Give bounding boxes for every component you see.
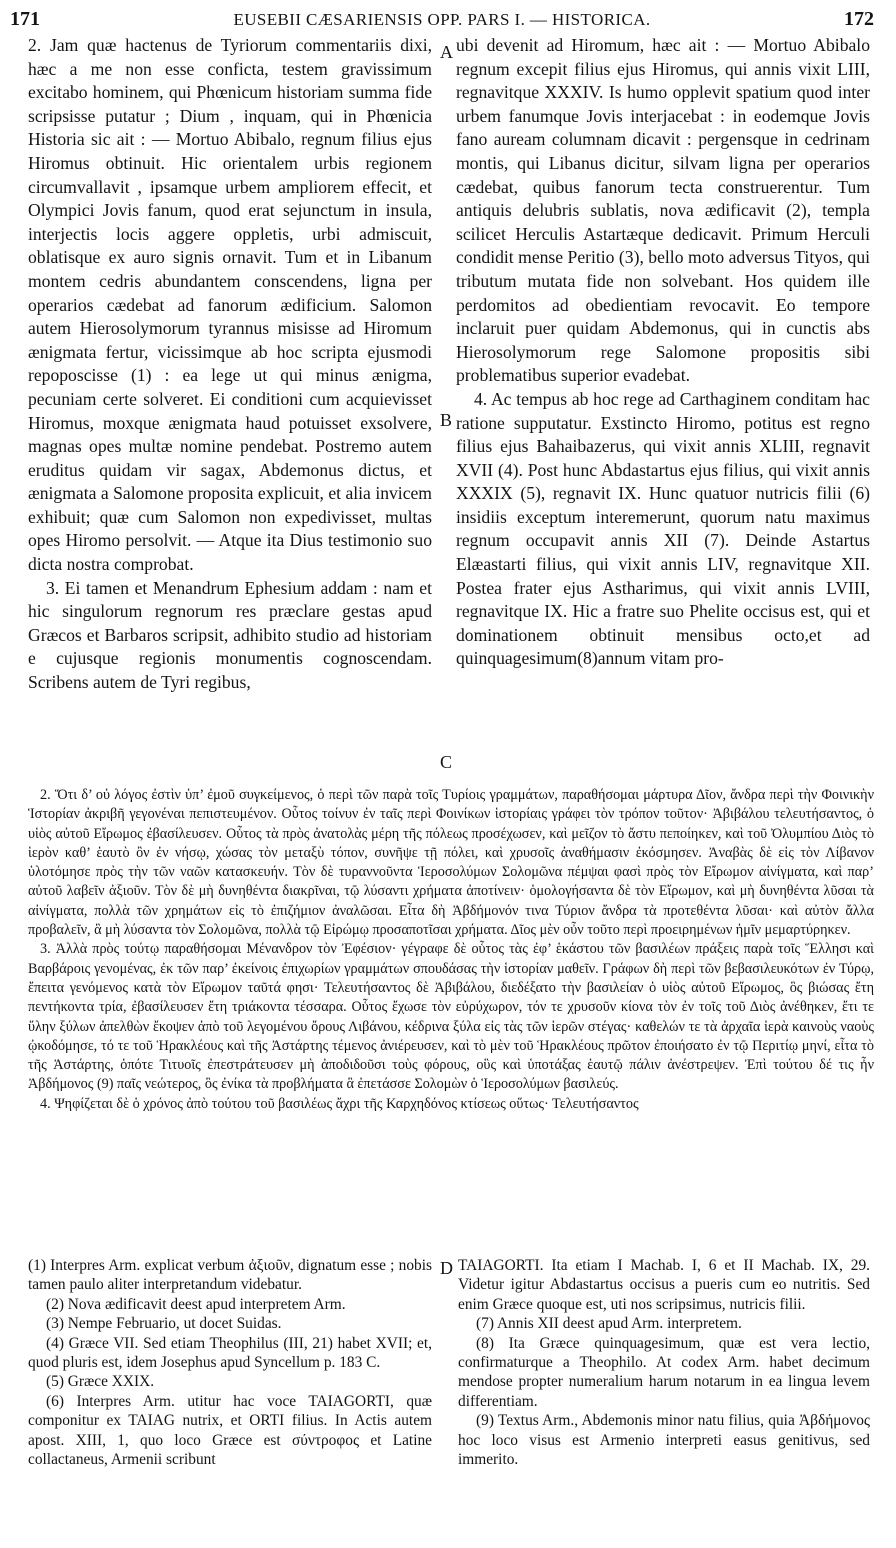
greek-paragraph-3: 3. Ἀλλὰ πρὸς τούτῳ παραθήσομαι Μένανδρον τὸν Ἐφέσιον· γέγραφε δὲ οὗτος τὰς ἐφ’ ἑκάστου τῶν βασιλέων πράξεις παρὰ τοῖς Ἕλλησι καὶ Βαρβάροις γενομένας, ἐκ τῶν παρ’ ἐκείνοις ἐπιχωρίων γραμμάτων σπουδάσας τὴν ἱστορίαν μαθεῖν. Γράφων δὴ περὶ τῶν βεβασιλευκότων ἐν Τύρῳ, ἔπειτα γενόμενος κατὰ τὸν Εἴρωμον ταῦτά φησι· Τελευτήσαντος δὲ Ἀβιβάλου, διεδέξατο τὴν βασιλείαν ὁ υἱὸς αὐτοῦ Εἴρωμος, ὃς βιώσας ἔτη πεντήκοντα τρία, ἐβασίλευσεν ἔτη τριάκοντα τέσσαρα. Οὗτος ἔχωσε τὸν εὐρύχωρον, τόν τε χρυσοῦν κίονα τὸν ἐν τοῖς τοῦ Διὸς ἀνέθηκεν, ἔτι τε ὕλην ξύλων ἀπελθὼν ἔκοψεν ἀπὸ τοῦ λεγομένου ὄρους Λιβάνου, κέδρινα ξύλα εἰς τὰς τῶν ἱερῶν στέγας· καθελών τε τὰ ἀρχαῖα ἱερὰ καινοὺς ναοὺς ᾠκοδόμησε, τό τε τοῦ Ἡρακλέους καὶ τῆς Ἀστάρτης τέμενος ἀνιέρευσεν, καὶ τὸ μὲν τοῦ Ἡρακλέους πρῶτον ἐποιήσατο ἐν τῷ Περιτίῳ μηνί, εἶτα τὸ τῆς Ἀστάρτης, ὁπότε Τιτυοῖς ἐπεστράτευσεν μὴ ἀποδιδοῦσι τοὺς φόρους, οὓς καὶ ὑποτάξας ἑαυτῷ πάλιν ἀνέστρεψεν. Ἐπὶ τούτου δέ τις ἦν Ἀβδήμονος (9) παῖς νεώτερος, ὃς ἐνίκα τὰ προβλήματα ἃ ἐπετάσσε Σολομὼν ὁ Ἱεροσολύμων βασιλεύς. <box>28 941 874 1093</box>
latin-paragraph-2: 2. Jam quæ hactenus de Tyriorum commentariis dixi, hæc a me non esse conficta, testem gravissimum excitabo hominem, qui Phœnicum historiam summa fide scripsisse putatur ; Dium , inquam, qui in Phœnicia Historia sic ait : — Mortuo Abibalo, regnum filius ejus Hiromus obtinuit. Hic orientalem urbis regionem circumvallavit , ipsamque urbem ampliorem effecit, et Olympici Jovis fanum, quod erat sejunctum in insula, interjectis locis aggere oppletis, urbi admiscuit, oblatisque ex auro signis ornavit. Tum et in Libanum montem cedris abundantem conscendens, ligna per operarios cædebat ad fanorum ædificium. Salomon autem Hierosolymorum tyrannus misisse ad Hiromum ænigmata fertur, vicissimque ab hoc scripta ejusmodi repoposcisse (1) : ea lege ut qui minus ænigma, pecuniam certe solveret. Ei conditioni cum acquievisset Hiromus, moxque ænigmata haud potuisset exsolvere, magnas opes multæ nomine pendebat. Postremo autem eruditus quidam vir sagax, Abdemonus dictus, et ænigmata a Salomone proposita explicuit, et alia invicem exhibuit; quæ cum Salomon non expedivisset, multas opes Hiromo persolvit. — Atque ita Dius testimonio suo dicta nostra comprobat. <box>28 35 432 575</box>
footnote: (4) Græce VII. Sed etiam Theophilus (III, 21) habet XVII; et, quod pluris est, idem Josephus apud Syncellum p. 183 C. <box>28 1334 432 1372</box>
latin-paragraph-4: 4. Ac tempus ab hoc rege ad Carthaginem conditam hac ratione supputatur. Exstincto Hiromo, potitus est regno filius ejus Bahaibazerus, qui vixit annis XLIII, regnavit XVII (4). Post hunc Abdastartus ejus filius, qui vixit annis XXXIX (5), regnavit IX. Hunc quatuor nutricis filii (6) insidiis exceptum interemerunt, quorum natu maximus regnum occupavit annis XII (7). Deinde Astartus Elæastarti filius, qui vixit annis LIV, regnavitque XII. Postea frater ejus Astharimus, qui vixit annis LVIII, regnavitque IX. Hic a fratre suo Phelite occisus est, qui et dominationem obtinuit mensibus octo,et ad quinquagesimum(8)annum vitam pro- <box>456 388 870 669</box>
page-number-left: 171 <box>10 8 40 30</box>
footnote: (8) Ita Græce quinquagesimum, quæ est vera lectio, confirmaturque a Theophilo. At codex Arm. habet decimum mendose propter numeralium harum notarum in ea lingua levem differentiam. <box>458 1334 870 1410</box>
latin-paragraph-3: 3. Ei tamen et Menandrum Ephesium addam : nam et hic singulorum regnorum res præclare gestas apud Græcos et Barbaros scripsit, adhibito studio ad historiam e cujusque regionis monumentis cognoscendam. Scribens autem de Tyri regibus, <box>28 577 432 693</box>
footnote: (5) Græce XXIX. <box>46 1373 155 1391</box>
footnote: (9) Textus Arm., Abdemonis minor natu filius, quia Ἀβδήμονος hoc loco visus est Armenio interpreti easus genitivus, sed immerito. <box>458 1412 870 1469</box>
footnote: (3) Nempe Februario, ut docet Suidas. <box>46 1315 282 1333</box>
margin-letter-d: D <box>440 1258 453 1278</box>
latin-paragraph-continued: ubi devenit ad Hiromum, hæc ait : — Mortuo Abibalo regnum excepit filius ejus Hiromus, qui annis vixit LIII, regnavitque XXXIV. Is humo opplevit spatium quod inter urbem fanumque Jovis interjacebat : in eodemque Jovis fano auream columnam dicavit : pergensque in cedrinam montis, qui Libanus dicitur, silvam ligna per operarios cædebat, quibus fanorum tecta construerentur. Tum antiquis delubris sublatis, nova ædificavit (2), templa scilicet Herculis Astartæque dedicavit. Primum Herculi condidit mense Peritio (3), bello moto adversus Tityos, qui tributum mutata fide non solvebant. Hos quidem ille perdomitos ad obedientiam revocavit. Eo tempore inclaruit puer quidam Abdemonus, qui in cunctis abs Hierosolymorum rege Salomone propositis sibi problematibus superior evadebat. <box>456 35 870 386</box>
page-number-right: 172 <box>844 8 874 30</box>
margin-letter-a: A <box>440 42 453 62</box>
footnote: (1) Interpres Arm. explicat verbum ἀξιοῦν, dignatum esse ; nobis tamen paulo aliter interpretandum videbatur. <box>28 1257 432 1294</box>
greek-text-block <box>28 786 874 1246</box>
margin-letter-b: B <box>440 410 453 430</box>
footnote: (2) Nova ædificavit deest apud interpretem Arm. <box>46 1295 346 1313</box>
page-header <box>10 8 874 32</box>
running-title: EUSEBII CÆSARIENSIS OPP. PARS I. — HISTORICA. <box>233 10 651 29</box>
latin-column-left <box>28 34 432 778</box>
footnotes-left <box>28 1256 432 1506</box>
footnote: (6) Interpres Arm. utitur hac voce TAIAGORTI, quæ componitur ex TAIAG nutrix, et ORTI filius. In Actis autem apost. XIII, 1, quo loco Græce est σύντροφος et Latine collactaneus, Armenii scribunt <box>28 1392 432 1469</box>
greek-paragraph-2: 2. Ὅτι δ’ οὐ λόγος ἐστὶν ὑπ’ ἐμοῦ συγκείμενος, ὁ περὶ τῶν παρὰ τοῖς Τυρίοις γραμμάτων, παραθήσομαι μάρτυρα Δῖον, ἄνδρα περὶ τὴν Φοινικὴν Ἱστορίαν ἀκριβῆ γεγονέναι πεπιστευμένον. Οὗτος τοίνυν ἐν ταῖς περὶ Φοινίκων ἱστορίαις γράφει τὸν τρόπον τοῦτον· Ἀβιβάλου τελευτήσαντος, ὁ υἱὸς αὐτοῦ Εἴρωμος ἐβασίλευσεν. Οὗτος τὰ πρὸς ἀνατολὰς μέρη τῆς πόλεως προσέχωσεν, καὶ μεῖζον τὸ ἄστυ πεποίηκεν, καὶ τοῦ Ὀλυμπίου Διὸς τὸ ἱερὸν καθ’ ἑαυτὸ ὂν ἐν νήσῳ, χώσας τὸν μεταξὺ τόπον, συνῆψε τῇ πόλει, καὶ χρυσοῖς ἀναθήμασιν ἐκόσμησεν. Ἀναβὰς δὲ εἰς τὸν Λίβανον ὑλοτόμησε πρὸς τὴν τῶν ναῶν κατασκευήν. Τὸν δὲ τυραννοῦντα Ἱεροσολύμων Σολομῶνα πέμψαι φασὶ πρὸς τὸν Εἴρωμον αἰνίγματα, καὶ παρ’ αὐτοῦ λαβεῖν ἀξιοῦν. Τὸν δὲ μὴ δυνηθέντα διακρῖναι, τῷ λύσαντι χρήματα ἀποτίνειν· ὁμολογήσαντα δὲ τὸν Εἴρωμον, καὶ μὴ δυνηθέντα λῦσαι τὰ αἰνίγματα, πολλὰ τῶν χρημάτων εἰς τὸ ἐπιζήμιον ἀναλῶσαι. Εἶτα δὴ Ἀβδήμονόν τινα Τύριον ἄνδρα τὰ προτεθέντα λῦσαι· καὶ αὐτὸν ἄλλα προβαλεῖν, ἃ μὴ λύσαντα τὸν Σολομῶνα, πολλὰ τῷ Εἰρώμῳ προσαποτῖσαι χρήματα. Δῖος μὲν οὖν τοῦτο περὶ προειρημένων ἡμῖν μεμαρτύρηκεν. <box>28 787 874 939</box>
margin-letter-c: C <box>440 752 453 772</box>
latin-column-right <box>456 34 870 778</box>
footnotes-right <box>458 1256 870 1506</box>
footnote: (7) Annis XII deest apud Arm. interpretem. <box>476 1315 742 1333</box>
footnote-continued: TAIAGORTI. Ita etiam I Machab. I, 6 et II Machab. IX, 29. Videtur igitur Abdastartus occisus a pueris cum eo nutritis. Sed enim Græce quoque est, uti nos scripsimus, nutricis filii. <box>458 1257 870 1313</box>
greek-paragraph-4: 4. Ψηφίζεται δὲ ὁ χρόνος ἀπὸ τούτου τοῦ βασιλέως ἄχρι τῆς Καρχηδόνος κτίσεως οὕτως· Τελευτήσαντος <box>40 1095 639 1112</box>
